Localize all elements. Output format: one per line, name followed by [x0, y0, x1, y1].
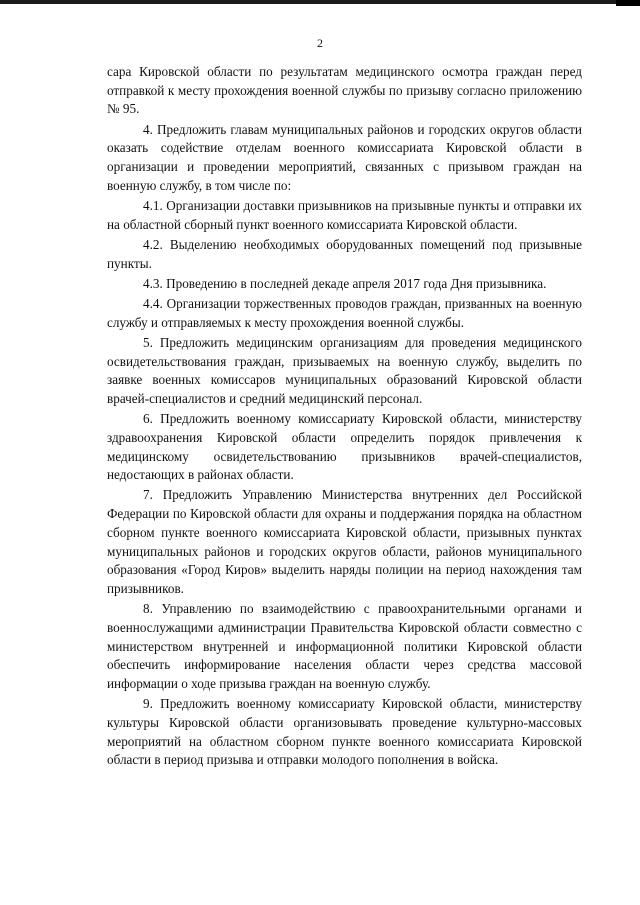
- page-number: 2: [317, 36, 323, 50]
- paragraph-item-8: 8. Управлению по взаимодействию с правоохранительными органами и военнослужащими администрации Правительства Кировской области совместно с министерством внутренней и информационной политики Кировской области обеспечить информирование населения области через средства массовой информации о ходе призыва граждан на военную службу.: [107, 601, 582, 691]
- paragraph-item-7: 7. Предложить Управлению Министерства внутренних дел Российской Федерации по Кировской области для охраны и поддержания порядка на областном сборном пункте военного комиссариата Кировской области, призывных пунктах муниципальных районов и городских округов области, районов муниципального образования «Город Киров» выделить наряды полиции на период нахождения там призывников.: [107, 487, 582, 596]
- paragraph-item-6: 6. Предложить военному комиссариату Кировской области, министерству здравоохранения Кировской области определить порядок привлечения к медицинскому освидетельствованию призывников врачей-специалистов, недостающих в районах области.: [107, 411, 582, 483]
- paragraph-item-4-1: 4.1. Организации доставки призывников на призывные пункты и отправки их на областной сборный пункт военного комиссариата Кировской области.: [107, 197, 582, 232]
- paragraph-continuation: сара Кировской области по результатам медицинского осмотра граждан перед отправкой к месту прохождения военной службы по призыву согласно приложению № 95.: [107, 64, 582, 117]
- paragraph-item-4-4: 4.4. Организации торжественных проводов граждан, призванных на военную службу и отправляемых к месту прохождения военной службы.: [107, 295, 582, 330]
- paragraph-item-4-2: 4.2. Выделению необходимых оборудованных помещений под призывные пункты.: [107, 236, 582, 271]
- paragraph-item-4: 4. Предложить главам муниципальных районов и городских округов области оказать содействие отделам военного комиссариата Кировской области в организации и проведении мероприятий, связанных с призывом граждан на военную службу, в том числе по:: [107, 121, 582, 193]
- paragraph-item-4-3: 4.3. Проведению в последней декаде апреля 2017 года Дня призывника.: [143, 275, 547, 291]
- scan-top-border: [0, 0, 640, 4]
- document-body: [107, 63, 582, 772]
- paragraph-item-9: 9. Предложить военному комиссариату Кировской области, министерству культуры Кировской области организовывать проведение культурно-массовых мероприятий на областном сборном пункте военного комиссариата Кировской области в период призыва и отправки молодого пополнения в войска.: [107, 696, 582, 768]
- paragraph-item-5: 5. Предложить медицинским организациям для проведения медицинского освидетельствования граждан, призываемых на военную службу, выделить по заявке военных комиссаров муниципальных образований Кировской области врачей-специалистов и средний медицинский персонал.: [107, 334, 582, 406]
